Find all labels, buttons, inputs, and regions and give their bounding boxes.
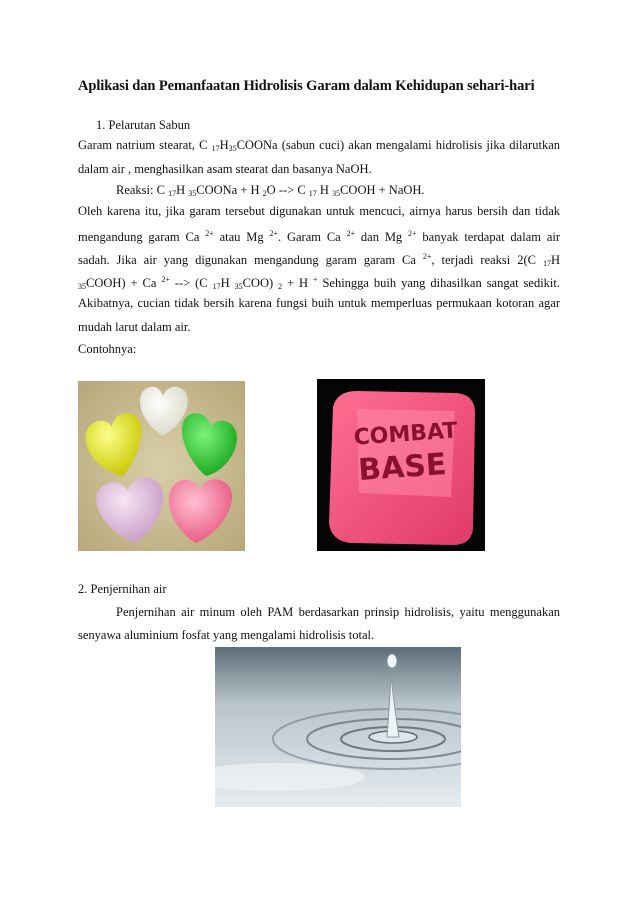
page-title: Aplikasi dan Pemanfaatan Hidrolisis Garam dalam Kehidupan sehari-hari [78, 78, 535, 94]
paragraph-line: mengandung garam Ca $^{2+}$ atau Mg $^{2+}$. Garam Ca $^{2+}$ dan Mg $^{2+}$ banyak terdapat dalam air [78, 229, 561, 244]
paragraph-line: Garam natrium stearat, C $_{17}H_{35}COONa$ (sabun cuci) akan mengalami hidrolisis jika dilarutkan [78, 138, 560, 153]
combat-base-soap-image [317, 379, 485, 551]
water-drop-image [215, 647, 461, 807]
paragraph-line: Penjernihan air minum oleh PAM berdasarkan prinsip hidrolisis, yaitu menggunakan [116, 605, 560, 619]
paragraph-line: Contohnya: [78, 342, 137, 356]
heart-soaps-image [78, 381, 245, 551]
paragraph-line: Akibatnya, cucian tidak bersih karena fungsi buih untuk memperluas permukaan kotoran agar [78, 296, 560, 310]
paragraph-line: sadah. Jika air yang digunakan mengandung garam garam Ca $^{2+}$, terjadi reaksi 2(C $_{17}$H [78, 252, 560, 268]
section-heading-penjernihan-air: 2. Penjernihan air [78, 582, 167, 596]
soap-text-combat: COMBAT [352, 418, 459, 451]
paragraph-line: senyawa aluminium fosfat yang mengalami hidrolisis total. [78, 628, 375, 642]
reaction-line: Reaksi: C $_{17}$H $_{35}$COONa + H $_2$O --> C $_{17}$ H $_{35}$COOH + NaOH. [116, 183, 425, 198]
water-droplet [387, 654, 397, 668]
section-heading-pelarutan-sabun: 1. Pelarutan Sabun [96, 118, 191, 132]
paragraph-line: Oleh karena itu, jika garam tersebut digunakan untuk mencuci, airnya harus bersih dan tidak [78, 204, 560, 218]
paragraph-line: dalam air , menghasilkan asam stearat dan basanya NaOH. [78, 162, 372, 176]
paragraph-line: mudah larut dalam air. [78, 320, 191, 334]
soap-text-base: BASE [357, 446, 448, 489]
paragraph-line: $_{35}$COOH) + Ca $^{2+}$ --> (C $_{17}$H $_{35}$COO) $_2$ + H + Sehingga buih yang dihasilkan sangat sedikit. [78, 275, 561, 291]
